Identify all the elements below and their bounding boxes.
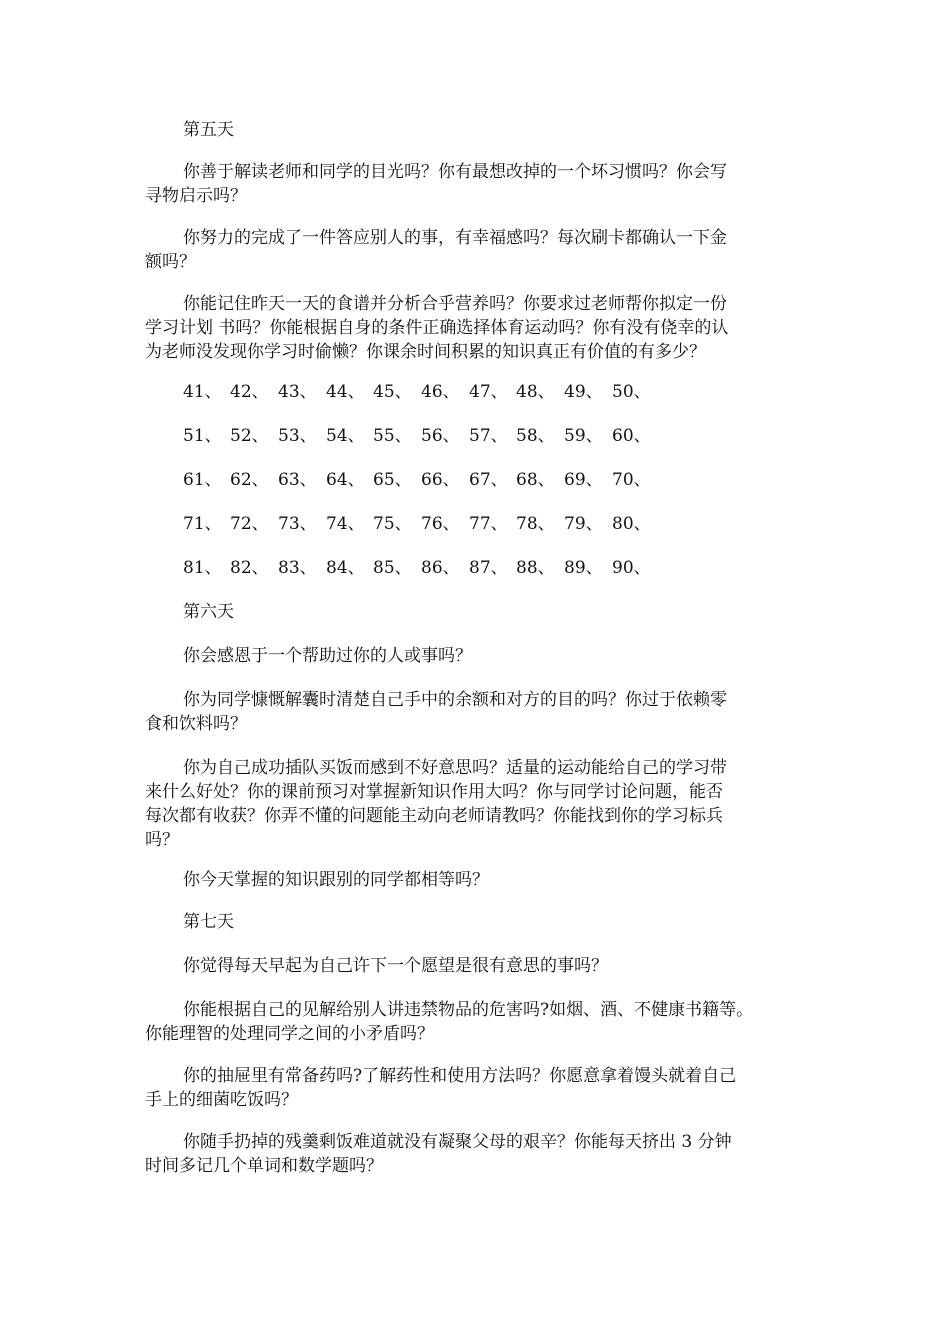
number-item: 74、	[326, 514, 365, 534]
number-item: 57、	[469, 426, 508, 446]
number-item: 77、	[469, 514, 508, 534]
number-item: 42、	[230, 382, 269, 402]
number-item: 58、	[516, 426, 555, 446]
number-item: 84、	[326, 558, 365, 578]
day5-p1-line1: 你善于解读老师和同学的目光吗？你有最想改掉的一个坏习惯吗？你会写	[183, 162, 727, 182]
number-item: 70、	[612, 470, 651, 490]
number-item: 52、	[230, 426, 269, 446]
day5-p3-line1: 你能记住昨天一天的食谱并分析合乎营养吗？你要求过老师帮你拟定一份	[183, 294, 727, 314]
number-item: 55、	[373, 426, 412, 446]
day6-p3-line4: 吗？	[145, 830, 179, 850]
number-item: 43、	[278, 382, 317, 402]
number-item: 63、	[278, 470, 317, 490]
number-item: 72、	[230, 514, 269, 534]
day5-p3-line3: 为老师没发现你学习时偷懒？你课余时间积累的知识真正有价值的有多少？	[145, 342, 706, 362]
number-item: 86、	[421, 558, 460, 578]
day7-heading: 第七天	[183, 912, 234, 932]
number-item: 47、	[469, 382, 508, 402]
number-item: 71、	[183, 514, 222, 534]
number-item: 54、	[326, 426, 365, 446]
number-item: 49、	[564, 382, 603, 402]
number-item: 53、	[278, 426, 317, 446]
number-item: 67、	[469, 470, 508, 490]
number-item: 65、	[373, 470, 412, 490]
day7-p2-line2: 你能理智的处理同学之间的小矛盾吗？	[145, 1024, 434, 1044]
day7-p3-line2: 手上的细菌吃饭吗？	[145, 1090, 298, 1110]
number-item: 90、	[612, 558, 651, 578]
number-item: 60、	[612, 426, 651, 446]
number-item: 69、	[564, 470, 603, 490]
number-item: 56、	[421, 426, 460, 446]
number-item: 64、	[326, 470, 365, 490]
day7-p4-line2: 时间多记几个单词和数学题吗？	[145, 1156, 383, 1176]
number-item: 44、	[326, 382, 365, 402]
number-item: 85、	[373, 558, 412, 578]
number-item: 89、	[564, 558, 603, 578]
number-item: 79、	[564, 514, 603, 534]
day5-p2-line2: 额吗？	[145, 252, 196, 272]
number-item: 82、	[230, 558, 269, 578]
number-item: 46、	[421, 382, 460, 402]
day6-p4-line1: 你今天掌握的知识跟别的同学都相等吗？	[183, 870, 489, 890]
number-item: 75、	[373, 514, 412, 534]
number-item: 68、	[516, 470, 555, 490]
number-item: 61、	[183, 470, 222, 490]
day7-p4-line1: 你随手扔掉的残羹剩饭难道就没有凝聚父母的艰辛？你能每天挤出 3 分钟	[183, 1132, 732, 1152]
number-item: 51、	[183, 426, 222, 446]
day5-p3-line2: 学习计划 书吗？你能根据自身的条件正确选择体育运动吗？你有没有侥幸的认	[145, 318, 729, 338]
number-item: 50、	[612, 382, 651, 402]
day7-p3-line1: 你的抽屉里有常备药吗?了解药性和使用方法吗？你愿意拿着馒头就着自己	[183, 1066, 737, 1086]
day5-p2-line1: 你努力的完成了一件答应别人的事，有幸福感吗？每次刷卡都确认一下金	[183, 228, 727, 248]
day6-p3-line3: 每次都有收获？你弄不懂的问题能主动向老师请教吗？你能找到你的学习标兵	[145, 806, 723, 826]
number-item: 76、	[421, 514, 460, 534]
day6-p3-line1: 你为自己成功插队买饭而感到不好意思吗？适量的运动能给自己的学习带	[183, 758, 727, 778]
day6-p3-line2: 来什么好处？你的课前预习对掌握新知识作用大吗？你与同学讨论问题，能否	[145, 782, 723, 802]
number-item: 88、	[516, 558, 555, 578]
number-item: 80、	[612, 514, 651, 534]
number-item: 81、	[183, 558, 222, 578]
day6-p2-line2: 食和饮料吗？	[145, 714, 247, 734]
day5-heading: 第五天	[183, 120, 234, 140]
day6-p1-line1: 你会感恩于一个帮助过你的人或事吗？	[183, 646, 472, 666]
number-item: 48、	[516, 382, 555, 402]
number-item: 87、	[469, 558, 508, 578]
number-item: 62、	[230, 470, 269, 490]
number-item: 41、	[183, 382, 222, 402]
number-item: 73、	[278, 514, 317, 534]
day7-p2-line1: 你能根据自己的见解给别人讲违禁物品的危害吗?如烟、酒、不健康书籍等。	[183, 1000, 754, 1020]
number-item: 83、	[278, 558, 317, 578]
number-item: 78、	[516, 514, 555, 534]
number-item: 66、	[421, 470, 460, 490]
number-item: 45、	[373, 382, 412, 402]
day6-p2-line1: 你为同学慷慨解囊时清楚自己手中的余额和对方的目的吗？你过于依赖零	[183, 690, 727, 710]
number-item: 59、	[564, 426, 603, 446]
day7-p1-line1: 你觉得每天早起为自己许下一个愿望是很有意思的事吗？	[183, 956, 608, 976]
day5-p1-line2: 寻物启示吗？	[145, 186, 247, 206]
day6-heading: 第六天	[183, 602, 234, 622]
